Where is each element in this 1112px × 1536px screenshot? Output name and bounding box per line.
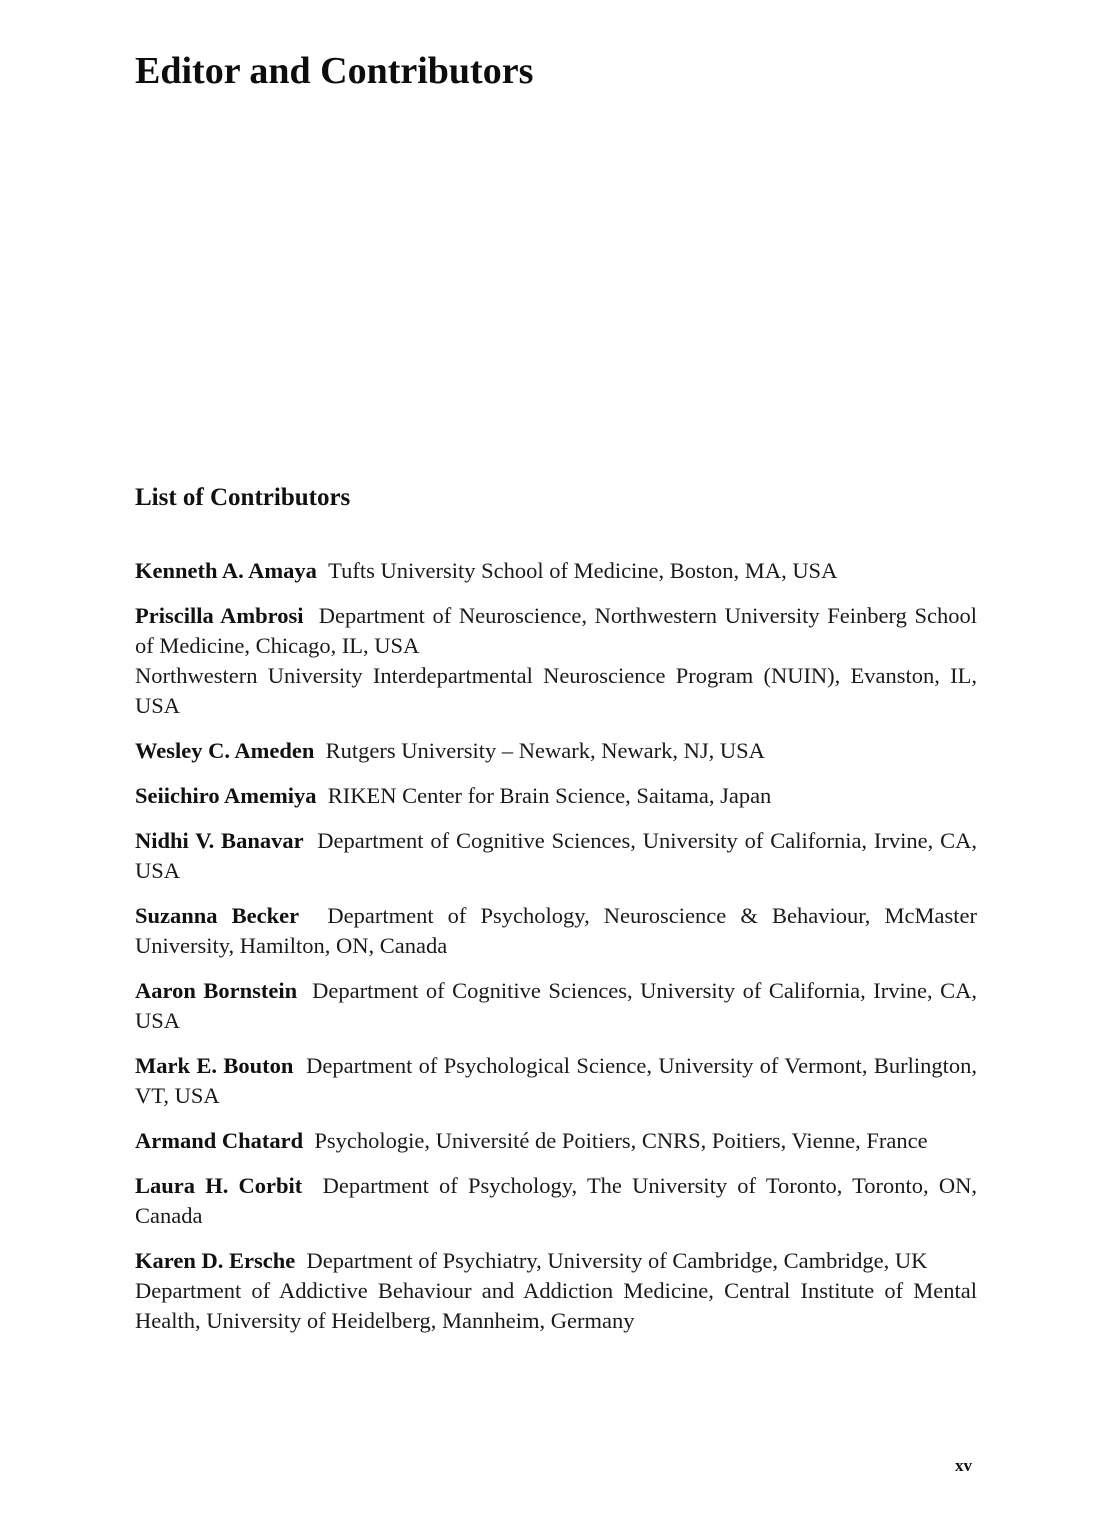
contributor-entry [135, 781, 977, 811]
contributor-entry [135, 976, 977, 1036]
contributor-affiliation: Department of Psychological Science, University of Vermont, Burlington, VT, USA [135, 1053, 977, 1108]
contributor-affiliation: Department of Psychology, Neuroscience & Behaviour, McMaster University, Hamilton, ON, Canada [135, 903, 977, 958]
contributor-entry [135, 1126, 977, 1156]
page-number: xv [955, 1456, 972, 1475]
contributor-name: Wesley C. Ameden [135, 738, 315, 763]
contributor-entry [135, 901, 977, 961]
contributor-entry [135, 826, 977, 886]
contributor-affiliation: Department of Cognitive Sciences, University of California, Irvine, CA, USA [135, 978, 978, 1033]
contributor-affiliation: Department of Psychiatry, University of Cambridge, Cambridge, UK [306, 1248, 928, 1273]
contributor-entry [135, 1051, 977, 1111]
contributor-name: Karen D. Ersche [135, 1248, 296, 1273]
contributor-affiliation: Department of Neuroscience, Northwestern University Feinberg School of Medicine, Chicago, IL, USA [135, 603, 977, 658]
contributor-affiliation: Department of Psychology, The University of Toronto, Toronto, ON, Canada [135, 1173, 977, 1228]
contributor-entry [135, 1246, 977, 1336]
chapter-title: Editor and Contributors [135, 50, 534, 92]
contributor-affiliation: Rutgers University – Newark, Newark, NJ, USA [325, 738, 765, 763]
contributor-name: Aaron Bornstein [135, 978, 298, 1003]
contributor-name: Kenneth A. Amaya [135, 558, 317, 583]
contributor-affiliation: Northwestern University Interdepartmental Neuroscience Program (NUIN), Evanston, IL, USA [135, 663, 977, 718]
contributor-name: Mark E. Bouton [135, 1053, 294, 1078]
section-heading: List of Contributors [135, 484, 351, 511]
contributor-affiliation: Department of Addictive Behaviour and Addiction Medicine, Central Institute of Mental Health, University of Heidelberg, Mannheim, Germany [135, 1278, 977, 1333]
contributor-entry [135, 1171, 977, 1231]
contributor-name: Suzanna Becker [135, 903, 300, 928]
contributor-affiliation: RIKEN Center for Brain Science, Saitama, Japan [327, 783, 772, 808]
contributor-affiliation: Psychologie, Université de Poitiers, CNRS, Poitiers, Vienne, France [314, 1128, 928, 1153]
contributor-entry [135, 736, 977, 766]
contributor-entry [135, 601, 977, 721]
contributor-name: Armand Chatard [135, 1128, 304, 1153]
contributor-affiliation: Tufts University School of Medicine, Boston, MA, USA [328, 558, 838, 583]
contributor-affiliation: Department of Cognitive Sciences, University of California, Irvine, CA, USA [135, 828, 978, 883]
contributor-entry [135, 556, 977, 586]
contributor-name: Laura H. Corbit [135, 1173, 303, 1198]
contributor-name: Seiichiro Amemiya [135, 783, 317, 808]
contributor-list [135, 556, 977, 1351]
contributor-name: Nidhi V. Banavar [135, 828, 304, 853]
contributor-name: Priscilla Ambrosi [135, 603, 304, 628]
